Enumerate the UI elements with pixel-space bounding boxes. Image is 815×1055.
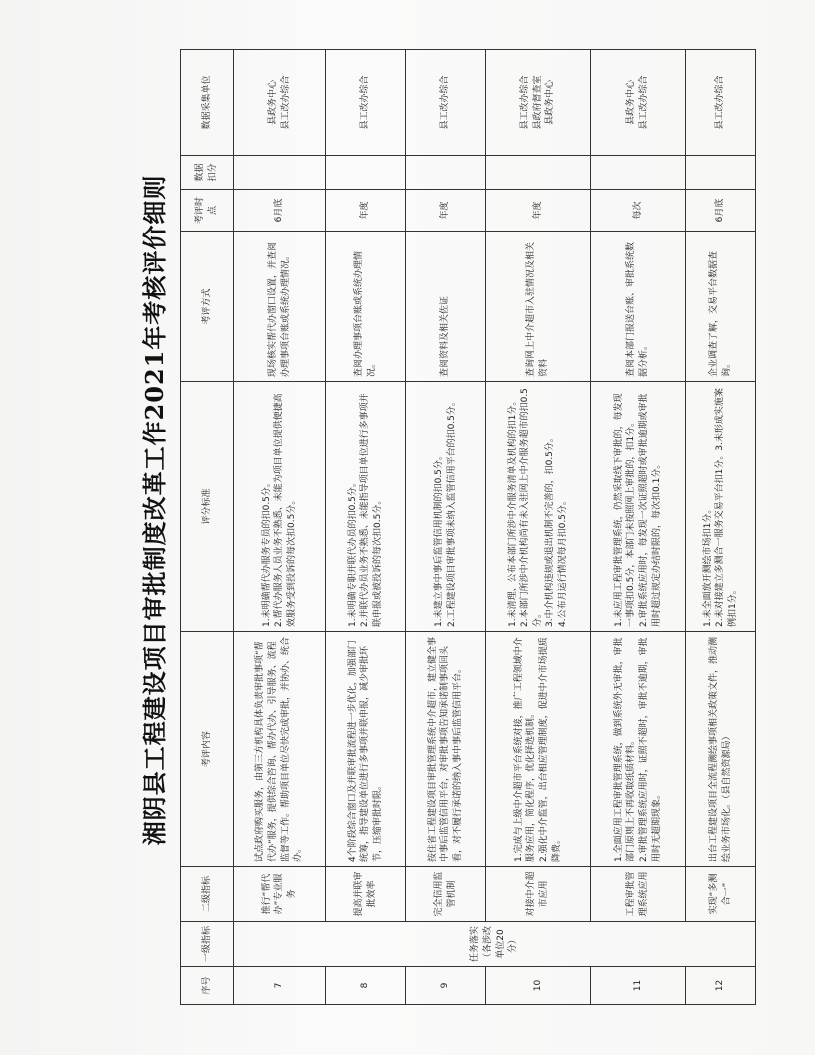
deduction-cell [686, 156, 756, 190]
evaluation-content: 按住省工程建设项目审批管理系统中介超市，建立健全事中事后监管信用平台，对审批事项告知承诺制事项回头看，对不履行承诺的纳入事中事后监管信用平台。 [406, 632, 486, 867]
scoring-criteria: 1.未明确帮代办服务专员的扣0.5分。 2.帮代办服务人员业务不熟悉、未能为项目单位提供便捷高效服务受到投诉的每次扣0.5分。 [234, 382, 326, 632]
row-number: 8 [326, 967, 406, 1005]
table-row [326, 50, 406, 1005]
sub-indicator: 完全信用监管机制 [406, 867, 486, 922]
row-number: 11 [591, 967, 686, 1005]
header-cell: 一级指标 [181, 922, 234, 967]
header-cell: 考评方式 [181, 232, 234, 382]
header-cell: 二级指标 [181, 867, 234, 922]
table-header-row [181, 50, 234, 1005]
deduction-cell [486, 156, 591, 190]
data-unit: 县政务中心 县工改办综合 [234, 50, 326, 156]
table-body [234, 50, 756, 1005]
header-cell: 序号 [181, 967, 234, 1005]
evaluation-content: 1.完成与上级中介超市平台系统对接，推广工程领域中介服务应用，简化程序，优化择选机制。 2.强化中介监管，出台相应管理制度，促进中介市场提质降费。 [486, 632, 591, 867]
evaluation-time: 年度 [486, 190, 591, 232]
data-unit: 县工改办综合 [326, 50, 406, 156]
row-number: 7 [234, 967, 326, 1005]
table-row [234, 50, 326, 1005]
scoring-criteria: 1.未全面放开测绘市场扣1分。 2.未对接建立多测合一服务交易平台扣1分。3.未形成实施案例扣1分。 [686, 382, 756, 632]
evaluation-method: 查阅本部门报送台账、审批系统数据分析。 [591, 232, 686, 382]
scoring-criteria: 1.未清理、公布本部门所涉中介服务清单及机构的扣1分。 2.本部门所涉中介机构尚有未入驻网上中介服务超市的扣0.5分。 3.中介机构违规或退出机制不完善的，扣0.5分。 4.公布月运行情况每月扣0.5分。 [486, 382, 591, 632]
sub-indicator: 对接中介超市应用 [486, 867, 591, 922]
table-row [591, 50, 686, 1005]
row-number: 10 [486, 967, 591, 1005]
evaluation-content: 4个阶段综合窗口及并联审批流程进一步优化，加强部门统筹，指导建设单位进行多事项并联申报，减少审批环节，压缩审批时限。 [326, 632, 406, 867]
evaluation-content: 试点政府购买服务，由第三方机构具体负责审批事项“帮代办”服务，提供综合咨询、帮办代办、引导服务、流程监督等工作。帮助项目单位尽快完成审批，并协办、统合办。 [234, 632, 326, 867]
evaluation-content: 出台工程建设项目全流程测绘事项相关政策文件，推动测绘业务市场化。（县自然资源局） [686, 632, 756, 867]
table-row [486, 50, 591, 1005]
sub-indicator: 实现“多测合一” [686, 867, 756, 922]
sub-indicator: 工程审批管理系统应用 [591, 867, 686, 922]
evaluation-time: 年度 [326, 190, 406, 232]
sub-indicator: 提高并联审批效率 [326, 867, 406, 922]
scoring-criteria: 1.未应用工程审批管理系统，仍然采取线下审批的，每发现一事项扣0.5分，本部门未按照网上审批的，扣1分。 2.审批系统应用时，每发现一次证照超时或审批逾期或审批用时超过规定办结时限的，每次扣0.1分。 [591, 382, 686, 632]
deduction-cell [326, 156, 406, 190]
evaluation-method: 查询网上中介超市入驻情况及相关资料 [486, 232, 591, 382]
evaluation-method: 企业调查了解，交易平台数据查询。 [686, 232, 756, 382]
header-cell: 考评时点 [181, 190, 234, 232]
data-unit: 县工改办综合 [406, 50, 486, 156]
evaluation-time: 年度 [406, 190, 486, 232]
sub-indicator: 推行“帮代办”专业服务 [234, 867, 326, 922]
data-unit: 县工改办综合 县政府督查室 县政务中心 [486, 50, 591, 156]
scoring-criteria: 1.未建立事中事后监管信用机制的扣0.5分。 2.工程建设项目审批事项未纳入监管信用平台的扣0.5分。 [406, 382, 486, 632]
category-cell: 任务落实（各涉改单位20分） [234, 922, 756, 967]
document-title: 湘阴县工程建设项目审批制度改革工作2021年考核评价细则 [140, 174, 169, 846]
header-cell: 考评内容 [181, 632, 234, 867]
evaluation-table [180, 49, 756, 1005]
evaluation-time: 6月底 [234, 190, 326, 232]
evaluation-method: 查阅办理事项台账或系统办理情况。 [326, 232, 406, 382]
evaluation-method: 查阅资料及相关佐证 [406, 232, 486, 382]
scoring-criteria: 1.未明确专职并联代办员的扣0.5分。 2.并联代办员业务不熟悉、未能指导项目单位进行多事项并联申报或被投诉的每次扣0.5分。 [326, 382, 406, 632]
data-unit: 县政务中心 县工改办综合 [591, 50, 686, 156]
header-cell: 评分标准 [181, 382, 234, 632]
table-row [406, 50, 486, 1005]
row-number: 12 [686, 967, 756, 1005]
header-cell: 数据扣分 [181, 156, 234, 190]
data-unit: 县工改办综合 [686, 50, 756, 156]
deduction-cell [234, 156, 326, 190]
header-cell: 数据采集单位 [181, 50, 234, 156]
deduction-cell [591, 156, 686, 190]
table-row [686, 50, 756, 1005]
evaluation-time: 6月底 [686, 190, 756, 232]
row-number: 9 [406, 967, 486, 1005]
evaluation-method: 现场核实帮代办窗口设置，并查阅办理事项台账或系统办理情况。 [234, 232, 326, 382]
evaluation-content: 1.全面应用工程审批管理系统，做到系统外无审批，审批部门原则上不再收取纸质材料。 2.审批管理系统应用时，证照不超时，审批不逾期，审批用时无超期现象。 [591, 632, 686, 867]
evaluation-time: 每次 [591, 190, 686, 232]
deduction-cell [406, 156, 486, 190]
